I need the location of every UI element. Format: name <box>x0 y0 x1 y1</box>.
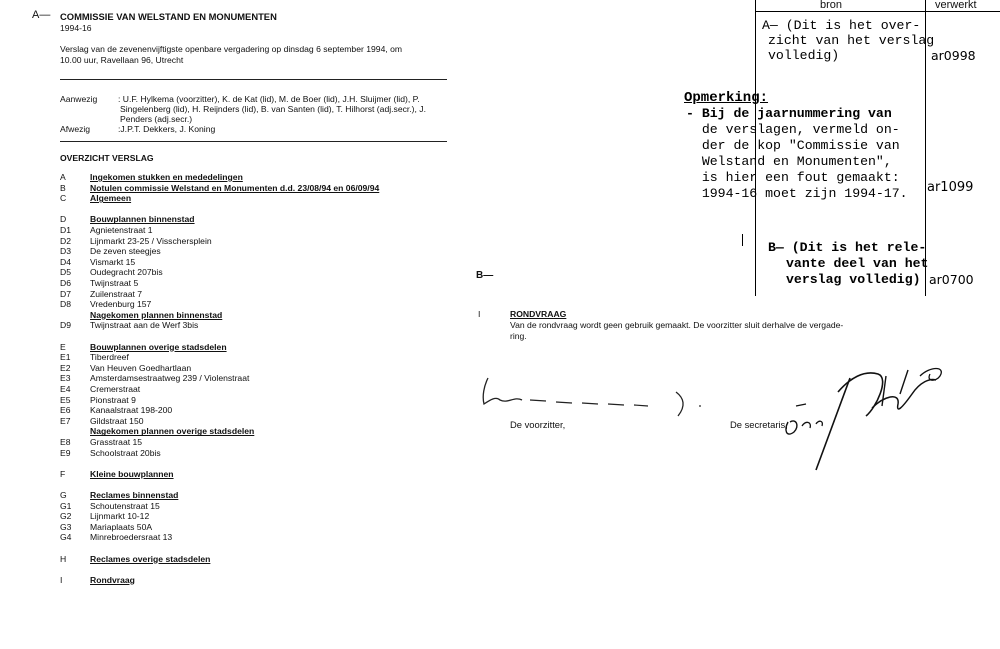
overview-item-text: Amsterdamsestraatweg 239 / Violenstraat <box>90 373 250 384</box>
overview-item <box>60 384 480 395</box>
overview-item <box>60 183 480 194</box>
overview-item-code: A <box>60 172 66 182</box>
overview-item-code: F <box>60 468 66 479</box>
remark-line-1: - Bij de jaarnummering van <box>686 106 892 121</box>
overview-item <box>60 554 480 565</box>
overview-item <box>60 278 480 289</box>
secretary-signature <box>780 358 950 478</box>
overview-item-code: D2 <box>60 235 71 246</box>
overview-item-code: D3 <box>60 246 71 257</box>
overview-item <box>60 225 480 236</box>
overview-item <box>60 395 480 406</box>
overview-item-text: Algemeen <box>90 193 132 204</box>
overview-item-text: Notulen commissie Welstand en Monumenten d.d. 23/08/94 en 06/09/94 <box>90 182 380 193</box>
chair-signature <box>478 370 708 420</box>
overview-item-text: Bouwplannen binnenstad <box>90 214 195 225</box>
overview-item <box>60 426 480 437</box>
remark-line-5: is hier een fout gemaakt: <box>686 170 900 185</box>
remark-line-2: de verslagen, vermeld on- <box>686 122 900 137</box>
overview-item <box>60 575 480 586</box>
overview-item-code: E4 <box>60 384 71 394</box>
overview-item-text: Cremerstraat <box>90 384 141 394</box>
overview-item <box>60 490 480 501</box>
overview-item <box>60 511 480 522</box>
overview-item <box>60 342 480 353</box>
overview-item <box>60 236 480 247</box>
present-label: Aanwezig <box>60 94 98 104</box>
column-bron: bron <box>820 0 843 11</box>
code-a: ar0998 <box>931 48 976 63</box>
overview-item-code: D9 <box>60 320 71 331</box>
overview-item-code: I <box>60 574 63 585</box>
table-header-line <box>755 11 1000 12</box>
code-b: ar0700 <box>929 272 974 287</box>
overview-item-code: E5 <box>60 394 71 405</box>
intro-line-2: 10.00 uur, Ravellaan 96, Utrecht <box>60 55 184 65</box>
overview-item <box>60 405 480 416</box>
overview-item-text: Grasstraat 15 <box>90 437 143 447</box>
overview-item-text: Van Heuven Goedhartlaan <box>90 362 192 373</box>
code-remark: ar1099 <box>927 180 974 195</box>
overview-item-text: Nagekomen plannen overige stadsdelen <box>90 426 255 437</box>
overview-item-code: D8 <box>60 299 71 310</box>
overview-item <box>60 532 480 543</box>
absent-value: :J.P.T. Dekkers, J. Koning <box>118 124 216 134</box>
overview-item-text: Rondvraag <box>90 574 135 585</box>
overview-item-code: G1 <box>60 500 72 511</box>
secretary-label: De secretaris, <box>730 419 788 430</box>
overview-item <box>60 214 480 225</box>
overview-item <box>60 522 480 533</box>
present-line-2: Singelenberg (lid), H. Reijnders (lid), B. van Santen (lid), T. Hilhorst (adj.secr.), J. <box>120 104 426 114</box>
overview-item-text: Reclames binnenstad <box>90 490 179 500</box>
rondvraag-heading: RONDVRAAG <box>510 309 567 319</box>
remark-line-4: Welstand en Monumenten", <box>686 154 892 169</box>
overview-item-code: D <box>60 214 67 225</box>
intro-line-1: Verslag van de zevenenvijftigste openbare vergadering op dinsdag 6 september 1994, om <box>60 44 403 54</box>
overview-item-code: D1 <box>60 225 71 235</box>
overview-item <box>60 172 480 183</box>
overview-item <box>60 246 480 257</box>
overview-item-code: E8 <box>60 437 71 447</box>
overview-item <box>60 289 480 300</box>
overview-item-code: E9 <box>60 447 71 458</box>
overview-item-text: Zuilenstraat 7 <box>90 288 143 299</box>
present-line-3: Penders (adj.secr.) <box>120 114 193 124</box>
overview-item <box>60 416 480 427</box>
overview-item-text: Twijnstraat 5 <box>90 278 139 288</box>
overview-item-text: Nagekomen plannen binnenstad <box>90 309 223 320</box>
margin-mark-a: A— <box>32 9 51 21</box>
overview-item-code: B <box>60 182 66 193</box>
overview-item-text: Kleine bouwplannen <box>90 468 174 479</box>
overview-item-text: Schoolstraat 20bis <box>90 447 161 458</box>
note-a-line-2: zicht van het verslag <box>768 33 935 48</box>
overview-item-code: G3 <box>60 521 72 532</box>
overview-item-text: Oudegracht 207bis <box>90 267 163 278</box>
overview-item-code: D7 <box>60 288 71 299</box>
overview-item <box>60 448 480 459</box>
overview-item <box>60 257 480 268</box>
overview-item <box>60 373 480 384</box>
remark-line-3: der de kop "Commissie van <box>686 138 900 153</box>
note-a-line-3: volledig) <box>768 48 840 63</box>
remark-line-6: 1994-16 moet zijn 1994-17. <box>686 186 908 201</box>
overview-item-code: E3 <box>60 373 71 384</box>
overview-item <box>60 310 480 321</box>
overview-item-text: Kanaalstraat 198-200 <box>90 405 173 416</box>
overview-item <box>60 352 480 363</box>
rondvraag-code: I <box>478 309 481 319</box>
overview-item-text: Agnietenstraat 1 <box>90 225 153 235</box>
divider-top <box>60 79 447 80</box>
overview-item-code: D4 <box>60 256 71 267</box>
note-b-caret <box>742 234 744 246</box>
overview-item <box>60 193 480 204</box>
overview-item-code: C <box>60 193 67 204</box>
overview-item <box>60 320 480 331</box>
overview-item-code: G4 <box>60 532 72 543</box>
overview-item-text: Mariaplaats 50A <box>90 521 153 532</box>
overview-item-text: Pionstraat 9 <box>90 394 136 405</box>
overview-item-text: Lijnmarkt 10-12 <box>90 511 150 522</box>
overview-item <box>60 299 480 310</box>
absent-label: Afwezig <box>60 124 91 134</box>
document-year: 1994-16 <box>60 23 92 33</box>
overview-item <box>60 501 480 512</box>
overview-item-text: Twijnstraat aan de Werf 3bis <box>90 320 199 331</box>
rondvraag-line-2: ring. <box>510 331 527 341</box>
overview-item-text: Tiberdreef <box>90 352 129 363</box>
overview-item-text: Bouwplannen overige stadsdelen <box>90 341 227 352</box>
present-line-1: : U.F. Hylkema (voorzitter), K. de Kat (lid), M. de Boer (lid), J.H. Sluijmer (lid), P. <box>118 94 420 104</box>
overview-item-code: H <box>60 553 67 564</box>
margin-mark-b: B— <box>476 270 494 281</box>
note-b-line-1: B— (Dit is het rele- <box>768 240 927 255</box>
divider-middle <box>60 141 447 142</box>
overview-item-code: E <box>60 341 66 352</box>
remark-title: Opmerking: <box>684 90 769 106</box>
overview-item-text: Minrebroedersraat 13 <box>90 532 173 543</box>
note-a-line-1: A— (Dit is het over- <box>762 18 921 33</box>
overview-item <box>60 267 480 278</box>
overview-item-code: G2 <box>60 511 72 522</box>
overview-item-text: Ingekomen stukken en mededelingen <box>90 172 243 182</box>
overview-item-code: G <box>60 490 67 500</box>
chair-label: De voorzitter, <box>510 419 566 430</box>
document-title: COMMISSIE VAN WELSTAND EN MONUMENTEN <box>60 11 277 22</box>
note-b-line-3: verslag volledig) <box>786 272 921 287</box>
overview-item-code: E2 <box>60 362 71 373</box>
overview-item-text: Vismarkt 15 <box>90 256 136 267</box>
overview-item-code: E1 <box>60 352 71 363</box>
overview-item-code: D6 <box>60 278 71 288</box>
overview-item-text: Schoutenstraat 15 <box>90 500 160 511</box>
overview-heading: OVERZICHT VERSLAG <box>60 153 154 163</box>
note-b-line-2: vante deel van het <box>786 256 929 271</box>
rondvraag-line-1: Van de rondvraag wordt geen gebruik gemaakt. De voorzitter sluit derhalve de vergade- <box>510 320 844 330</box>
overview-item-code: D5 <box>60 267 71 278</box>
overview-item-code: E7 <box>60 415 71 426</box>
overview-item-text: Reclames overige stadsdelen <box>90 553 211 564</box>
overview-item-text: Gildstraat 150 <box>90 415 144 426</box>
overview-item-text: Lijnmarkt 23-25 / Visschersplein <box>90 235 212 246</box>
overview-item <box>60 363 480 374</box>
overview-item <box>60 437 480 448</box>
overview-item-text: Vredenburg 157 <box>90 299 152 310</box>
overview-item <box>60 469 480 480</box>
overview-item-text: De zeven steegjes <box>90 246 161 257</box>
overview-item-code: E6 <box>60 405 71 416</box>
column-verwerkt: verwerkt <box>935 0 977 11</box>
